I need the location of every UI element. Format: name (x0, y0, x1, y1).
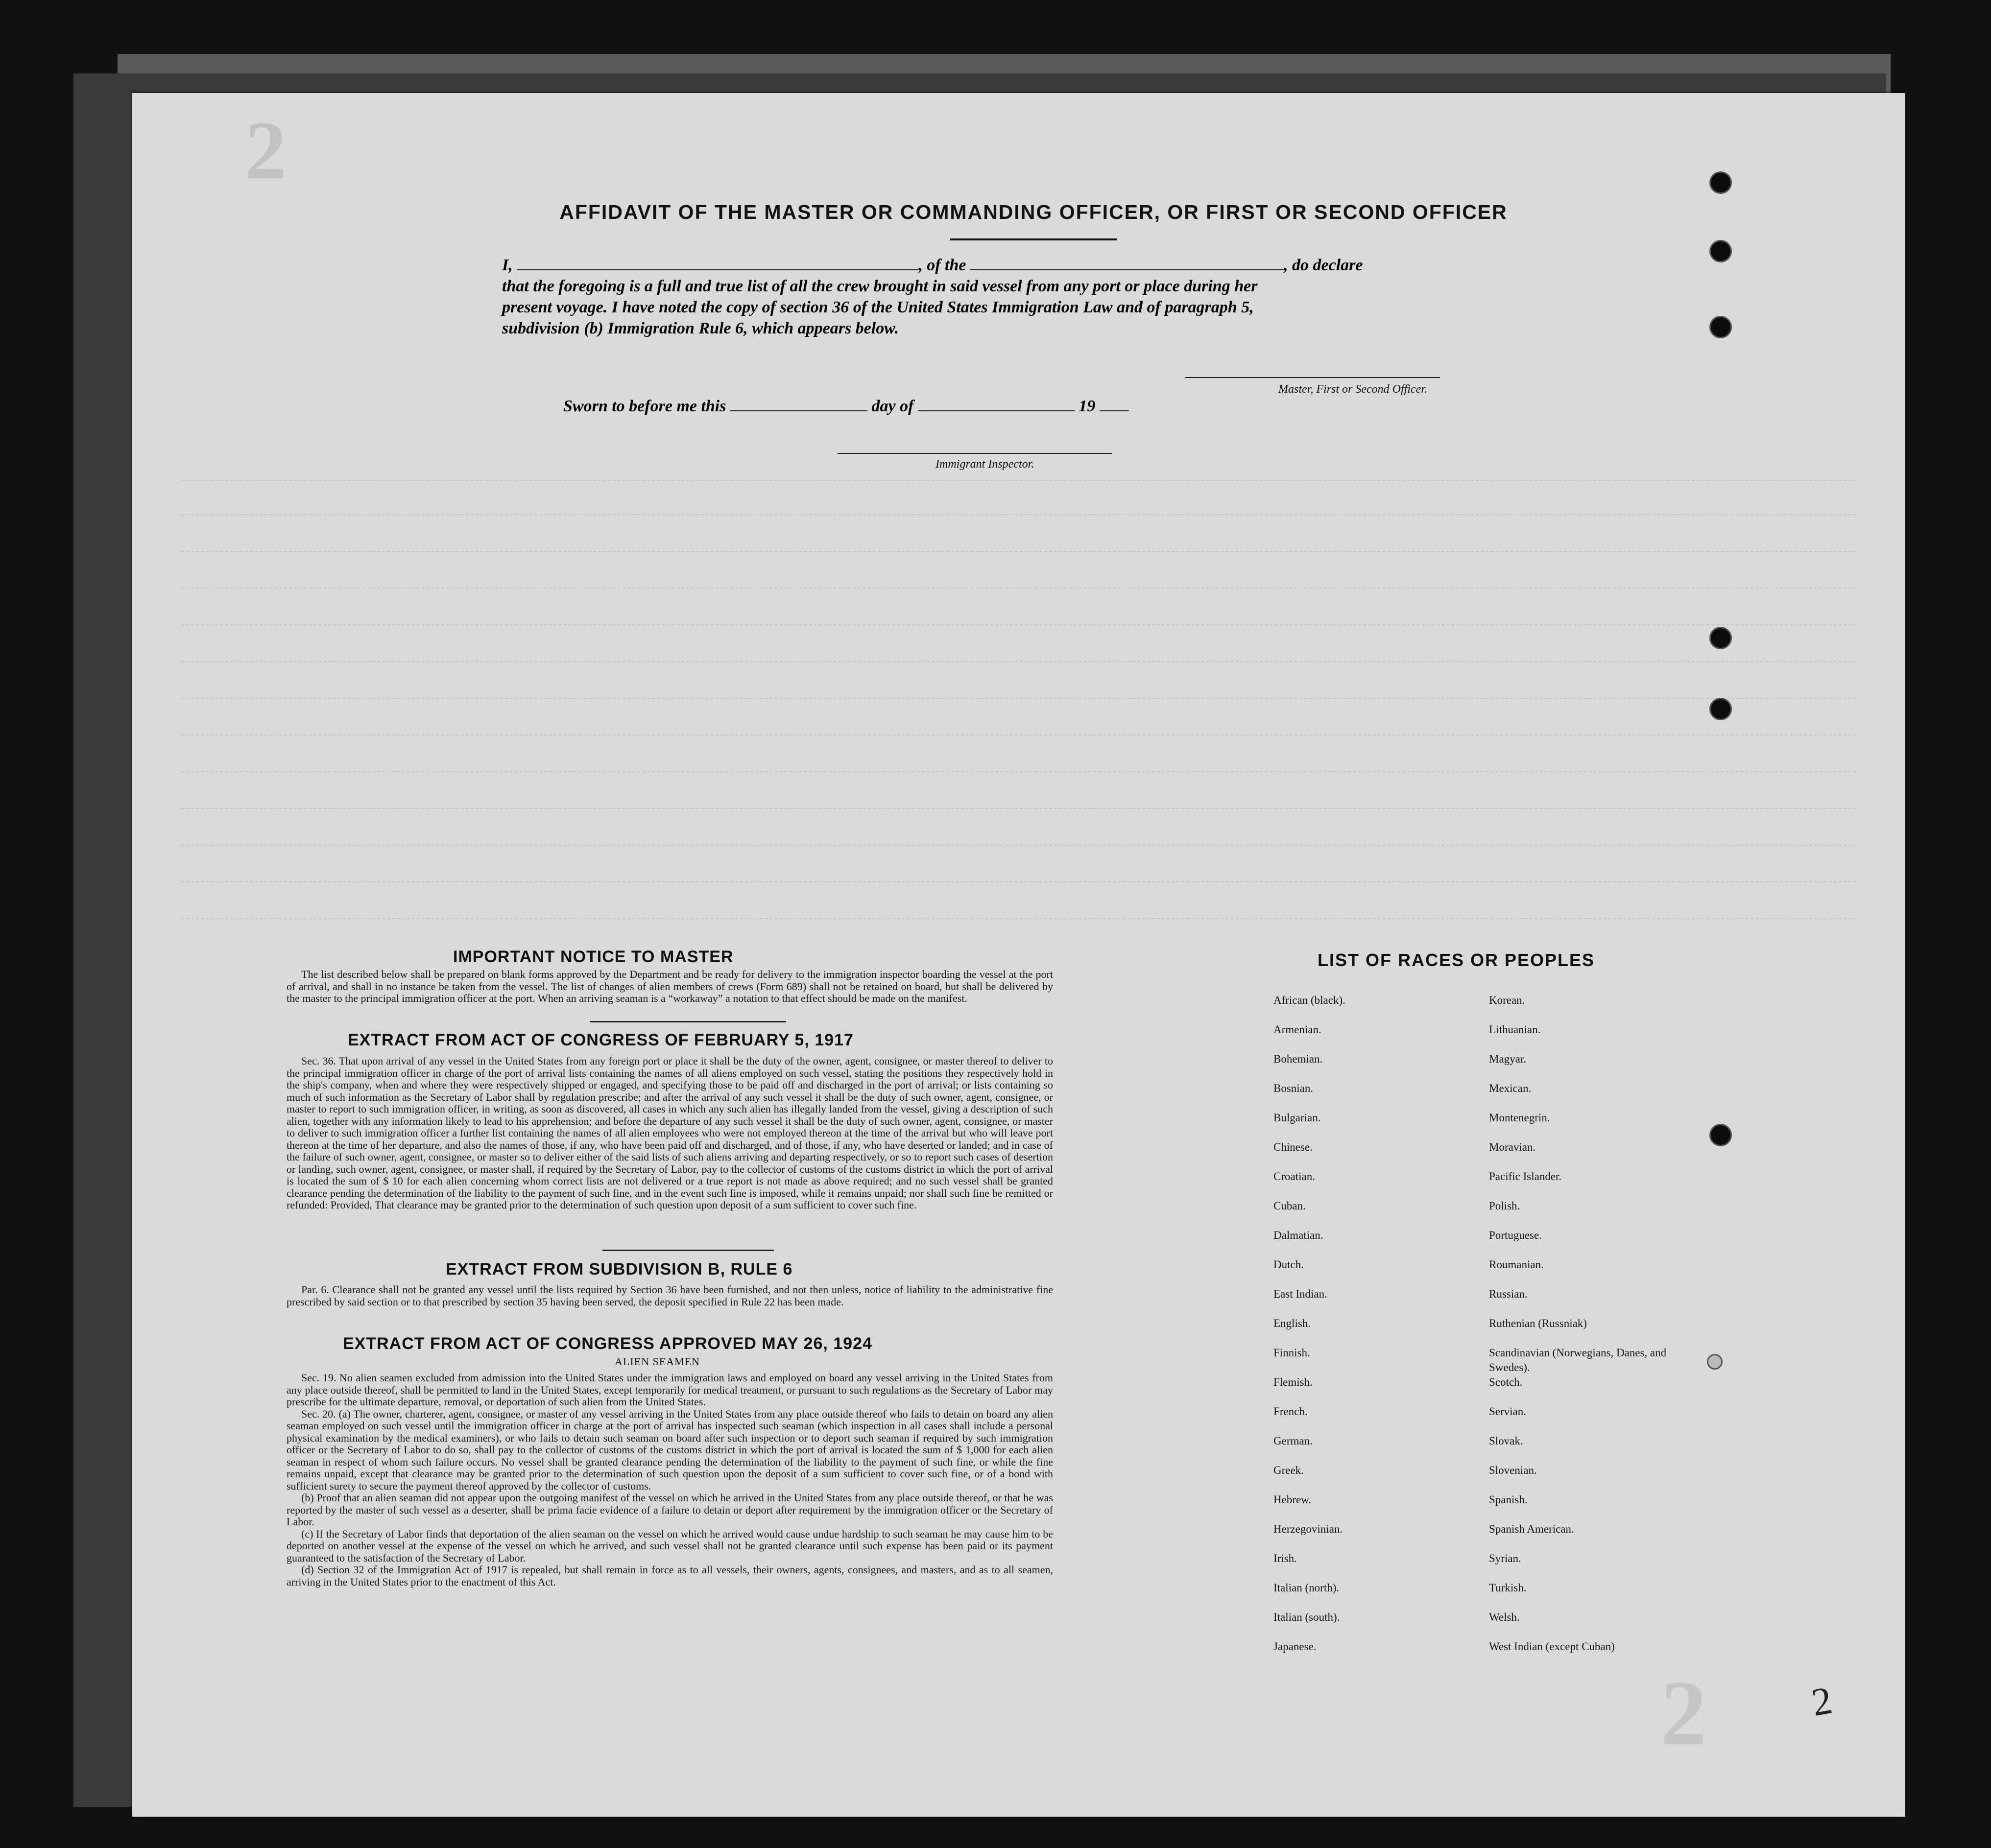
races-left-column (1273, 993, 1460, 1669)
ghost-row (181, 771, 1856, 773)
sec-19-paragraph: Sec. 19. No alien seamen excluded from admission into the United States under the immigration laws and employed on board any vessel arriving in the United States from any place outside thereof, shall be permitted to land in the United States, except temporarily for medical treatment, or pursuant to such regulations as the Secretary of Labor may prescribe for the ultimate departure, removal, or deportation of such alien from the United States. (287, 1372, 1053, 1408)
inspector-label: Immigrant Inspector. (936, 458, 1034, 471)
affidavit-of-the: , of the (918, 256, 966, 274)
race-item: Magyar. (1489, 1053, 1527, 1065)
race-item: Spanish. (1489, 1493, 1528, 1506)
sec-20a-paragraph: Sec. 20. (a) The owner, charterer, agent, consignee, or master of any vessel arriving in the United States from any place outside thereof who fails to detain on board any alien seaman employed on such vessel until the immigration officer in charge at the port of arrival has inspected such seaman (which inspection in all cases shall include a personal physical examination by the medical examiners), or who fails to detain such seaman on board after such inspection or to deport such seaman if required by such immigration officer or the Secretary of Labor to do so, shall pay to the collector of customs of the customs district in which the port of arrival is located the sum of $ 1,000 for each alien seaman in respect of whom such failure occurs. No vessel shall be granted clearance pending the determination of the liability to the payment of such fine, or while the fine remains unpaid, except that clearance may be granted prior to the determination of such question upon the deposit of a sum sufficient to cover such fine, or of a bond with sufficient surety to secure the payment thereof approved by the collector of customs. (287, 1407, 1053, 1492)
race-item: Italian (north). (1273, 1582, 1340, 1594)
binder-hole (1709, 627, 1732, 649)
race-item: Mexican. (1489, 1082, 1532, 1094)
handwritten-page-number: 2 (1808, 1679, 1836, 1725)
binder-hole (1709, 240, 1732, 262)
race-item: West Indian (except Cuban) (1489, 1640, 1615, 1653)
ghost-big-number-bottom: 2 (1660, 1662, 1707, 1765)
month-blank[interactable] (918, 410, 1075, 411)
race-item: Armenian. (1273, 1023, 1321, 1036)
binder-hole (1709, 698, 1732, 720)
sec-20b-paragraph: (b) Proof that an alien seaman did not appear upon the outgoing manifest of the vessel on which he arrived in the United States from any place outside thereof, or that he was reported by the master of such vessel as a deserter, shall be prima facie evidence of a failure to detain or deport after requirement by the immigration officer or the Secretary of Labor. (287, 1492, 1053, 1528)
alien-seamen-subtitle: ALIEN SEAMEN (615, 1355, 700, 1368)
affidavit-i: I, (502, 256, 513, 274)
race-item: Scotch. (1489, 1376, 1523, 1388)
ghost-row (181, 918, 1856, 920)
race-item: Montenegrin. (1489, 1112, 1550, 1124)
day-of-text: day of (871, 397, 914, 415)
ghost-row (181, 698, 1856, 700)
affidavit-title: AFFIDAVIT OF THE MASTER OR COMMANDING OFFICER, OR FIRST OR SECOND OFFICER (559, 201, 1508, 223)
race-item: East Indian. (1273, 1288, 1327, 1300)
binder-hole (1707, 1354, 1723, 1370)
ghost-row (181, 514, 1856, 516)
race-item: Ruthenian (Russniak) (1489, 1317, 1587, 1329)
race-item: Roumanian. (1489, 1258, 1544, 1271)
race-item: Hebrew. (1273, 1493, 1312, 1506)
race-item: Pacific Islander. (1489, 1170, 1562, 1183)
race-item: Slovak. (1489, 1435, 1523, 1447)
sworn-line (563, 396, 1129, 417)
master-signature-line[interactable] (1185, 377, 1440, 378)
races-title: LIST OF RACES OR PEOPLES (1318, 950, 1595, 970)
race-item: Irish. (1273, 1552, 1297, 1564)
race-item: Turkish. (1489, 1582, 1527, 1594)
subdiv-b-text (287, 1284, 1053, 1308)
notice-text (287, 969, 1053, 1005)
ghost-row (181, 881, 1856, 883)
race-item: Cuban. (1273, 1200, 1306, 1212)
ghost-row (181, 624, 1856, 626)
ghost-row (181, 734, 1856, 736)
race-item: Bohemian. (1273, 1053, 1323, 1065)
notice-title: IMPORTANT NOTICE TO MASTER (453, 948, 734, 966)
race-item: Croatian. (1273, 1170, 1315, 1183)
ghost-row (181, 661, 1856, 663)
race-item: Japanese. (1273, 1640, 1317, 1653)
race-item: Spanish American. (1489, 1523, 1574, 1535)
ghost-row (181, 845, 1856, 847)
manifest-page (132, 93, 1905, 1817)
vessel-blank[interactable] (970, 269, 1284, 270)
race-item: Bulgarian. (1273, 1112, 1321, 1124)
race-item: Lithuanian. (1489, 1023, 1541, 1036)
races-right-column (1489, 993, 1700, 1669)
race-item: Dalmatian. (1273, 1229, 1323, 1241)
race-item: Syrian. (1489, 1552, 1521, 1564)
master-signature-label: Master, First or Second Officer. (1278, 383, 1427, 396)
extract-1917-rule (602, 1250, 774, 1251)
ghost-row (181, 588, 1856, 590)
binder-hole (1709, 316, 1732, 338)
section-36-paragraph: Sec. 36. That upon arrival of any vessel in the United States from any foreign port or place it shall be the duty of the owner, agent, consignee, or master thereof to deliver to the principal immigration officer in charge of the port of arrival lists containing the names of all aliens employed on such vessel, stating the positions they respectively hold in the ship's company, when and where they were respectively shipped or engaged, and specifying those to be paid off and discharged in the port of arrival; or lists containing so much of such information as the Secretary of Labor shall by regulation prescribe; and after the arrival of any such vessel it shall be the duty of such owner, agent, consignee, or master to report to such immigration officer, in writing, as soon as discovered, all cases in which any such alien has illegally landed from the vessel, giving a description of such alien, together with any information likely to lead to his apprehension; and before the departure of any such vessel it shall be the duty of such owner, agent, consignee, or master to deliver to such immigration officer a further list containing the names of all alien employees who were not employed thereon at the time of the arrival but who will leave port thereon at the time of her departure, and also the names of those, if any, who have been paid off and discharged, and of those, if any, who have deserted or landed; and in case of the failure of such owner, agent, consignee, or master so to deliver either of the said lists of such aliens arriving and departing respectively, or so to report such cases of desertion or landing, such owner, agent, consignee, or master shall, if required by the Secretary of Labor, pay to the collector of customs of the customs district in which the port of arrival is located the sum of $ 10 for each alien concerning whom correct lists are not delivered or a true report is not made as above required; and no such vessel shall be granted clearance pending the determination of the liability to the payment of such fine, and in the event such fine is imposed, while it remains unpaid; nor shall such fine be remitted or refunded: Provided, That clearance may be granted prior to the determination of such question upon deposit of a sum sufficient to cover such fine. (287, 1055, 1053, 1211)
race-item: English. (1273, 1317, 1311, 1329)
race-item: Finnish. (1273, 1347, 1310, 1359)
extract-1917-text (287, 1055, 1053, 1211)
year-prefix: 19 (1079, 397, 1096, 415)
ghost-row (181, 808, 1856, 810)
race-item: Servian. (1489, 1405, 1527, 1418)
race-item: French. (1273, 1405, 1308, 1418)
ghost-row (181, 480, 1856, 482)
race-item: Moravian. (1489, 1141, 1536, 1153)
race-item: Slovenian. (1489, 1464, 1537, 1476)
binder-hole (1709, 171, 1732, 194)
title-underline (950, 238, 1117, 240)
race-item: Italian (south). (1273, 1611, 1340, 1623)
race-item: Bosnian. (1273, 1082, 1314, 1094)
race-item: Herzegovinian. (1273, 1523, 1343, 1535)
affidavit-line-2: that the foregoing is a full and true list of all the crew brought in said vessel from any port or place during her (502, 277, 1258, 295)
day-blank[interactable] (730, 410, 867, 411)
extract-1917-title: EXTRACT FROM ACT OF CONGRESS OF FEBRUARY 5, 1917 (348, 1031, 854, 1049)
notice-paragraph: The list described below shall be prepared on blank forms approved by the Department and be ready for delivery to the immigration inspector boarding the vessel at the port of arrival, and shall in no instance be taken from the vessel. The list of changes of alien members of crews (Form 689) shall not be retained on board, but shall be delivered by the master to the principal immigration officer at the port. When an arriving seaman is a “workaway” a notation to that effect should be made on the manifest. (287, 968, 1053, 1004)
race-item: Scandinavian (Norwegians, Danes, and Swedes). (1489, 1347, 1667, 1374)
ghost-row (181, 551, 1856, 553)
ghost-big-number: 2 (245, 104, 287, 196)
sec-20c-paragraph: (c) If the Secretary of Labor finds that deportation of the alien seaman on the vessel on which he arrived would cause undue hardship to such seaman he may cause him to be deported on another vessel at the expense of the vessel on which he arrived, and such vessel shall not be granted clearance until such expense has been paid or its payment guaranteed to the satisfaction of the Secretary of Labor. (287, 1527, 1053, 1564)
race-item: Russian. (1489, 1288, 1528, 1300)
extract-1924-title: EXTRACT FROM ACT OF CONGRESS APPROVED MAY 26, 1924 (343, 1334, 872, 1353)
race-item: Polish. (1489, 1200, 1520, 1212)
affidavit-line-4: subdivision (b) Immigration Rule 6, which appears below. (502, 319, 899, 337)
sec-20d-paragraph: (d) Section 32 of the Immigration Act of 1917 is repealed, but shall remain in force as to all vessels, their owners, agents, consignees, and masters, and as to all seamen, arriving in the United States prior to the enactment of this Act. (287, 1564, 1053, 1588)
binder-hole (1709, 1124, 1732, 1146)
race-item: Flemish. (1273, 1376, 1313, 1388)
affidavit-section (441, 191, 1626, 240)
race-item: Korean. (1489, 994, 1525, 1006)
race-item: German. (1273, 1435, 1313, 1447)
affidavit-line-3: present voyage. I have noted the copy of section 36 of the United States Immigration Law and of paragraph 5, (502, 298, 1254, 316)
sworn-text: Sworn to before me this (563, 397, 726, 415)
inspector-signature-line[interactable] (838, 453, 1112, 454)
race-item: Portuguese. (1489, 1229, 1542, 1241)
subdiv-b-title: EXTRACT FROM SUBDIVISION B, RULE 6 (446, 1260, 793, 1279)
name-blank[interactable] (517, 269, 918, 270)
extract-1924-text (287, 1372, 1053, 1588)
race-item: Greek. (1273, 1464, 1304, 1476)
affidavit-do-declare: , do declare (1284, 256, 1363, 274)
par-6-paragraph: Par. 6. Clearance shall not be granted any vessel until the lists required by Section 36 have been furnished, and not then unless, notice of liability to the administrative fine prescribed by said section or to that prescribed by section 35 having been served, the deposit specified in Rule 22 has been made. (287, 1283, 1053, 1308)
race-item: Chinese. (1273, 1141, 1313, 1153)
race-item: African (black). (1273, 994, 1345, 1006)
race-item: Welsh. (1489, 1611, 1520, 1623)
year-blank[interactable] (1100, 410, 1129, 411)
affidavit-line-1 (502, 255, 1363, 276)
notice-rule (590, 1021, 786, 1022)
race-item: Dutch. (1273, 1258, 1304, 1271)
